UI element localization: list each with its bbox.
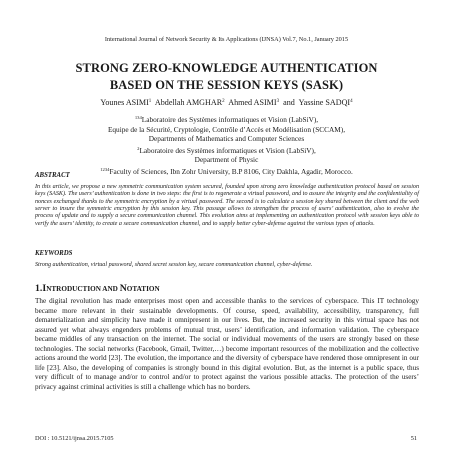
abstract-heading: ABSTRACT xyxy=(35,172,70,179)
section-title-part: NTRODUCTION xyxy=(46,285,101,293)
affiliation-line xyxy=(30,155,423,165)
author-sup: 3 xyxy=(276,99,280,104)
running-header: International Journal of Network Security & Its Applications (IJNSA) Vol.7, No.1, January 2015 xyxy=(104,36,349,43)
author-sup: 1 xyxy=(148,99,152,104)
affiliation-sup: 1234 xyxy=(100,166,110,172)
section-title-part: OTATION xyxy=(126,285,160,293)
affiliation-line xyxy=(30,125,423,135)
abstract-text: In this article, we propose a new symmetric communication system secured, founded upon strong zero knowledge authentication protocol based on session keys (SASK). The users’ authentication is done in two steps: the first is to regenerate a virtual password, and to assure the integrity and the confidentiality of nonces exchanged thanks to the symmetric encryption by a virtual password. The second is to calculate a session key shared between the client and the web server to insure the symmetric encryption by this session key. This passage allows to strengthen the process of users’ authentication, also to evolve the process of update and to supply a secure communication channel. This evolution aims at implementing an authentication protocol with session keys able to verify the users’ identity, to create a secure communication channel, and to supply better cyber-defense against the various types of attacks. xyxy=(35,184,419,227)
affiliation-text: Laboratoire des Systèmes informatiques et Vision (LabSiV), xyxy=(141,115,319,124)
section-title-part: I xyxy=(42,283,47,294)
affiliation-line xyxy=(30,134,423,144)
affiliation-text: Faculty of Sciences, Ibn Zohr University, B.P 8106, City Dakhla, Agadir, Morocco. xyxy=(109,166,353,176)
affiliation-sup: 2 xyxy=(137,145,140,151)
affiliations xyxy=(30,113,423,177)
introduction-paragraph: The digital revolution has made enterprises most open and accessible thanks to the services of cyberspace. This IT technology became more relevant in their sustainable developments. Of course, speed, availability, accessibility, transparency, full dematerialization and simplicity have made it omnipresent in our lives. But, the increased security in this virtual space has not assured yet what always engenders problems of mutual trust, users’ identification, and information validation. The cyberspace became middles of any transaction on the internet. The social or individual movements of the users are strongly based on these technologies. The social networks (Facebook, Gmail, Twitter,…) become important resources of the mobilization and the collective actions around the world [23]. The evolution, the importance and the diversity of cyberspace have rendered those omnipresent in our life [23]. Also, the developing of companies is strongly bound in this digital evolution. But, as the internet is a public space, thus very difficult of to manage and/or to control and/or to protect against the various possible attacks. The protection of the users’ privacy against criminal activities is still a challenge which has no borders. xyxy=(35,297,419,391)
title-line-1: STRONG ZERO-KNOWLEDGE AUTHENTICATION xyxy=(75,61,378,75)
author-name: Ahmed ASIMI xyxy=(228,98,277,107)
page-number: 51 xyxy=(410,435,417,442)
author-list xyxy=(0,98,453,107)
section-heading-introduction xyxy=(35,283,160,294)
author-sup: 4 xyxy=(350,99,353,104)
author-sup: 2 xyxy=(222,99,225,104)
title-line-2: BASED ON THE SESSION KEYS (SASK) xyxy=(109,78,344,92)
keywords-text: Strong authentication, virtual password, shared secret session key, secure communication channel, cyber-defense. xyxy=(35,262,313,268)
affiliation-line xyxy=(30,113,423,125)
footer-doi: DOI : 10.5121/ijnsa.2015.7105 xyxy=(35,435,114,442)
keywords-heading: KEYWORDS xyxy=(35,250,73,257)
affiliation-text: Department of Physic xyxy=(194,155,259,165)
affiliation-line xyxy=(30,144,423,156)
section-title-part: N xyxy=(119,283,127,294)
section-number: 1. xyxy=(35,283,43,294)
author-name: Yassine SADQI xyxy=(298,98,351,107)
affiliation-text: Equipe de la Sécurité, Cryptologie, Contrôle d’Accès et Modélisation (SCCAM), xyxy=(107,124,346,134)
affiliation-sup: 134 xyxy=(134,115,142,120)
section-title-part: AND xyxy=(100,285,120,293)
affiliation-line xyxy=(30,165,423,177)
paper-title xyxy=(20,60,433,94)
author-separator: and xyxy=(279,98,299,107)
author-name: Younes ASIMI xyxy=(100,98,149,107)
author-name: Abdellah AMGHAR xyxy=(154,98,223,107)
affiliation-text: Departments of Mathematics and Computer Sciences xyxy=(148,134,305,144)
affiliation-text: Laboratoire des Systèmes informatiques et Vision (LabSiV), xyxy=(139,145,316,155)
